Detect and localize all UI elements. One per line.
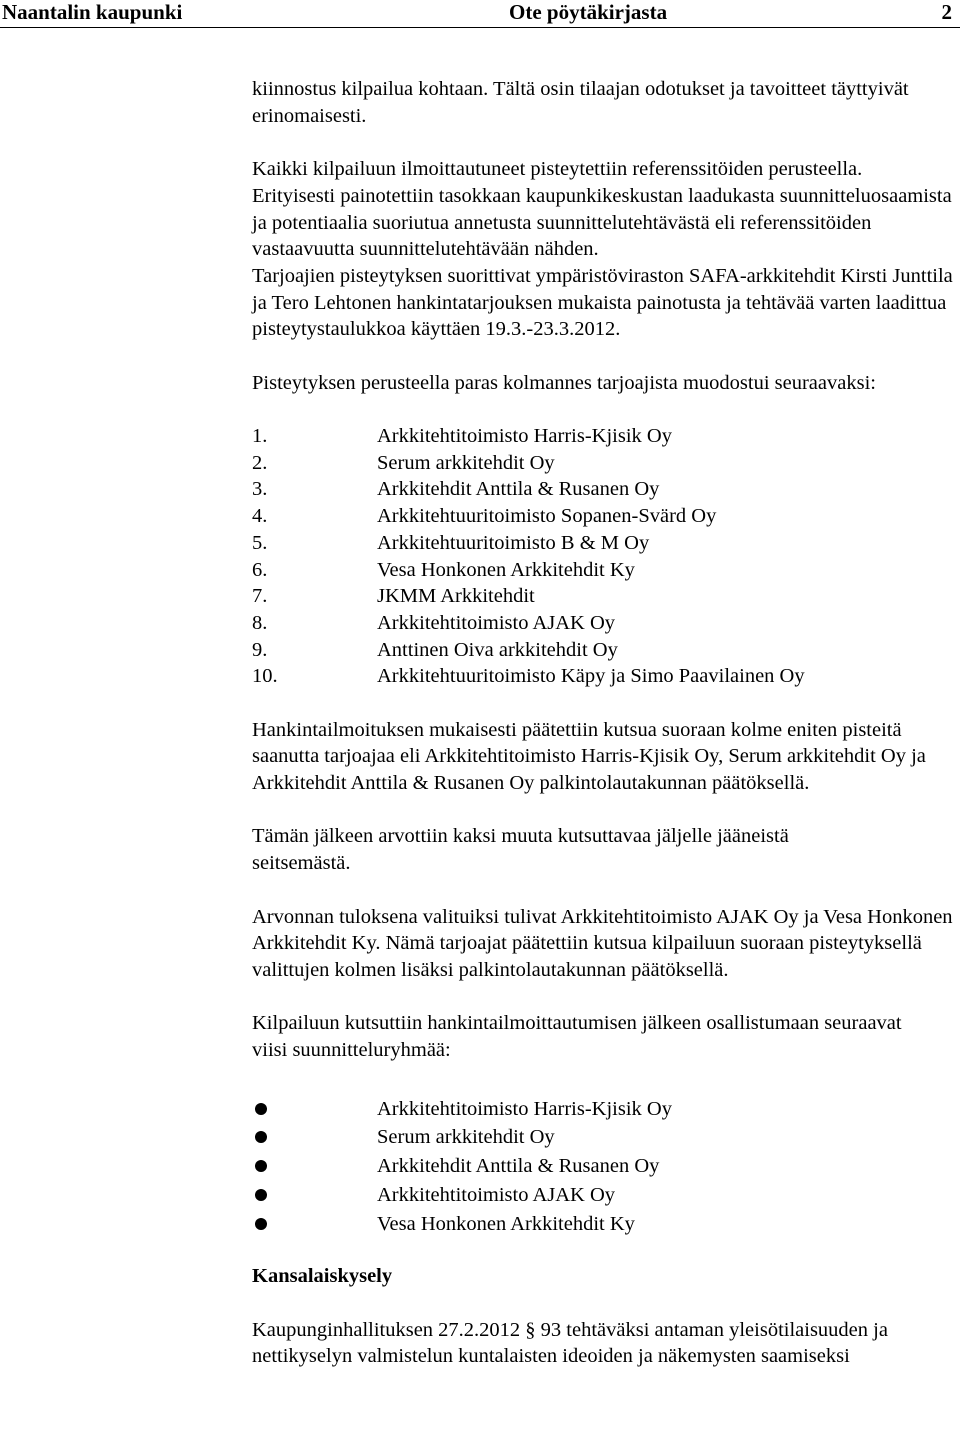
ranking-name: JKMM Arkkitehdit <box>377 585 535 608</box>
ranking-item <box>252 476 957 503</box>
ranking-number: 3. <box>252 478 268 501</box>
paragraph: Hankintailmoituksen mukaisesti päätettiin kutsua suoraan kolme eniten pisteitä saanutta tarjoajaa eli Arkkitehtitoimisto Harris-Kjisik Oy, Serum arkkitehdit Oy ja Arkkitehdit Anttila & Rusanen Oy palkintolautakunnan päätöksellä. <box>252 718 926 795</box>
bullet-icon <box>255 1103 267 1115</box>
ranking-name: Serum arkkitehdit Oy <box>377 451 555 474</box>
invited-item <box>252 1182 957 1211</box>
header-organization: Naantalin kaupunki <box>2 0 183 24</box>
ranking-number: 6. <box>252 558 268 581</box>
invited-item <box>252 1124 957 1153</box>
document-body <box>252 76 957 1370</box>
ranking-list <box>252 423 957 690</box>
ranking-item <box>252 423 957 450</box>
ranking-name: Arkkitehtuuritoimisto B & M Oy <box>377 531 650 554</box>
paragraph: Kaupunginhallituksen 27.2.2012 § 93 tehtäväksi antaman yleisötilaisuuden ja nettikyselyn valmistelun kuntalaisten ideoiden ja näkemysten saamiseksi <box>252 1318 888 1368</box>
invited-name: Arkkitehdit Anttila & Rusanen Oy <box>377 1155 660 1178</box>
ranking-name: Arkkitehtitoimisto Harris-Kjisik Oy <box>377 425 672 448</box>
ranking-number: 10. <box>252 665 278 688</box>
ranking-name: Arkkitehtitoimisto AJAK Oy <box>377 611 616 634</box>
paragraph: kiinnostus kilpailua kohtaan. Tältä osin tilaajan odotukset ja tavoitteet täyttyivät erinomaisesti. <box>252 78 909 127</box>
paragraph: Pisteytyksen perusteella paras kolmannes tarjoajista muodostui seuraavaksi: <box>252 371 876 394</box>
ranking-number: 9. <box>252 638 268 661</box>
paragraph: Kaikki kilpailuun ilmoittautuneet pisteytettiin referenssitöiden perusteella. <box>252 158 863 181</box>
ranking-name: Vesa Honkonen Arkkitehdit Ky <box>377 558 635 581</box>
invited-item <box>252 1211 957 1240</box>
bullet-icon <box>255 1160 267 1172</box>
paragraph: Erityisesti painotettiin tasokkaan kaupunkikeskustan laadukasta suunnitteluosaamista ja potentiaalia suoriutua annetusta suunnittelutehtävästä eli referenssitöiden vastaavuutta suunnittelutehtävään nähden. <box>252 184 952 261</box>
bullet-icon <box>255 1189 267 1201</box>
invited-name: Serum arkkitehdit Oy <box>377 1126 555 1149</box>
header-document-title: Ote pöytäkirjasta <box>509 0 668 24</box>
paragraph: Kilpailuun kutsuttiin hankintailmoittautumisen jälkeen osallistumaan seuraavat viisi suunnitteluryhmää: <box>252 1012 902 1062</box>
paragraph: Tarjoajien pisteytyksen suorittivat ympäristöviraston SAFA-arkkitehdit Kirsti Junttila ja Tero Lehtonen hankintatarjouksen mukaista painotusta ja tehtävää varten laadittua pisteytystaulukkoa käyttäen 19.3.-23.3.2012. <box>252 264 953 341</box>
bullet-icon <box>255 1131 267 1143</box>
ranking-name: Arkkitehtuuritoimisto Sopanen-Svärd Oy <box>377 505 717 528</box>
ranking-item <box>252 530 957 557</box>
invited-name: Arkkitehtitoimisto Harris-Kjisik Oy <box>377 1097 672 1120</box>
invited-name: Arkkitehtitoimisto AJAK Oy <box>377 1183 616 1206</box>
ranking-number: 4. <box>252 505 268 528</box>
invited-name: Vesa Honkonen Arkkitehdit Ky <box>377 1212 635 1235</box>
ranking-item <box>252 610 957 637</box>
header-page-number: 2 <box>941 0 952 24</box>
ranking-number: 7. <box>252 585 268 608</box>
invited-teams-list <box>252 1096 957 1239</box>
ranking-number: 2. <box>252 451 268 474</box>
paragraph: Arvonnan tuloksena valituiksi tulivat Arkkitehtitoimisto AJAK Oy ja Vesa Honkonen Arkkitehdit Ky. Nämä tarjoajat päätettiin kutsua kilpailuun suoraan pisteytyksellä valittujen kolmen lisäksi palkintolautakunnan päätöksellä. <box>252 905 953 981</box>
ranking-name: Arkkitehtuuritoimisto Käpy ja Simo Paavilainen Oy <box>377 665 805 688</box>
ranking-number: 8. <box>252 611 268 634</box>
ranking-number: 1. <box>252 425 268 448</box>
ranking-item <box>252 637 957 664</box>
ranking-item <box>252 557 957 584</box>
bullet-icon <box>255 1218 267 1230</box>
ranking-item <box>252 663 957 690</box>
ranking-item <box>252 450 957 477</box>
page-header <box>0 0 960 28</box>
section-title: Kansalaiskysely <box>252 1265 393 1288</box>
invited-item <box>252 1153 957 1182</box>
ranking-number: 5. <box>252 531 268 554</box>
ranking-name: Arkkitehdit Anttila & Rusanen Oy <box>377 478 660 501</box>
ranking-item <box>252 583 957 610</box>
ranking-item <box>252 503 957 530</box>
ranking-name: Anttinen Oiva arkkitehdit Oy <box>377 638 618 661</box>
invited-item <box>252 1096 957 1125</box>
paragraph: Tämän jälkeen arvottiin kaksi muuta kutsuttavaa jäljelle jääneistä seitsemästä. <box>252 825 789 875</box>
